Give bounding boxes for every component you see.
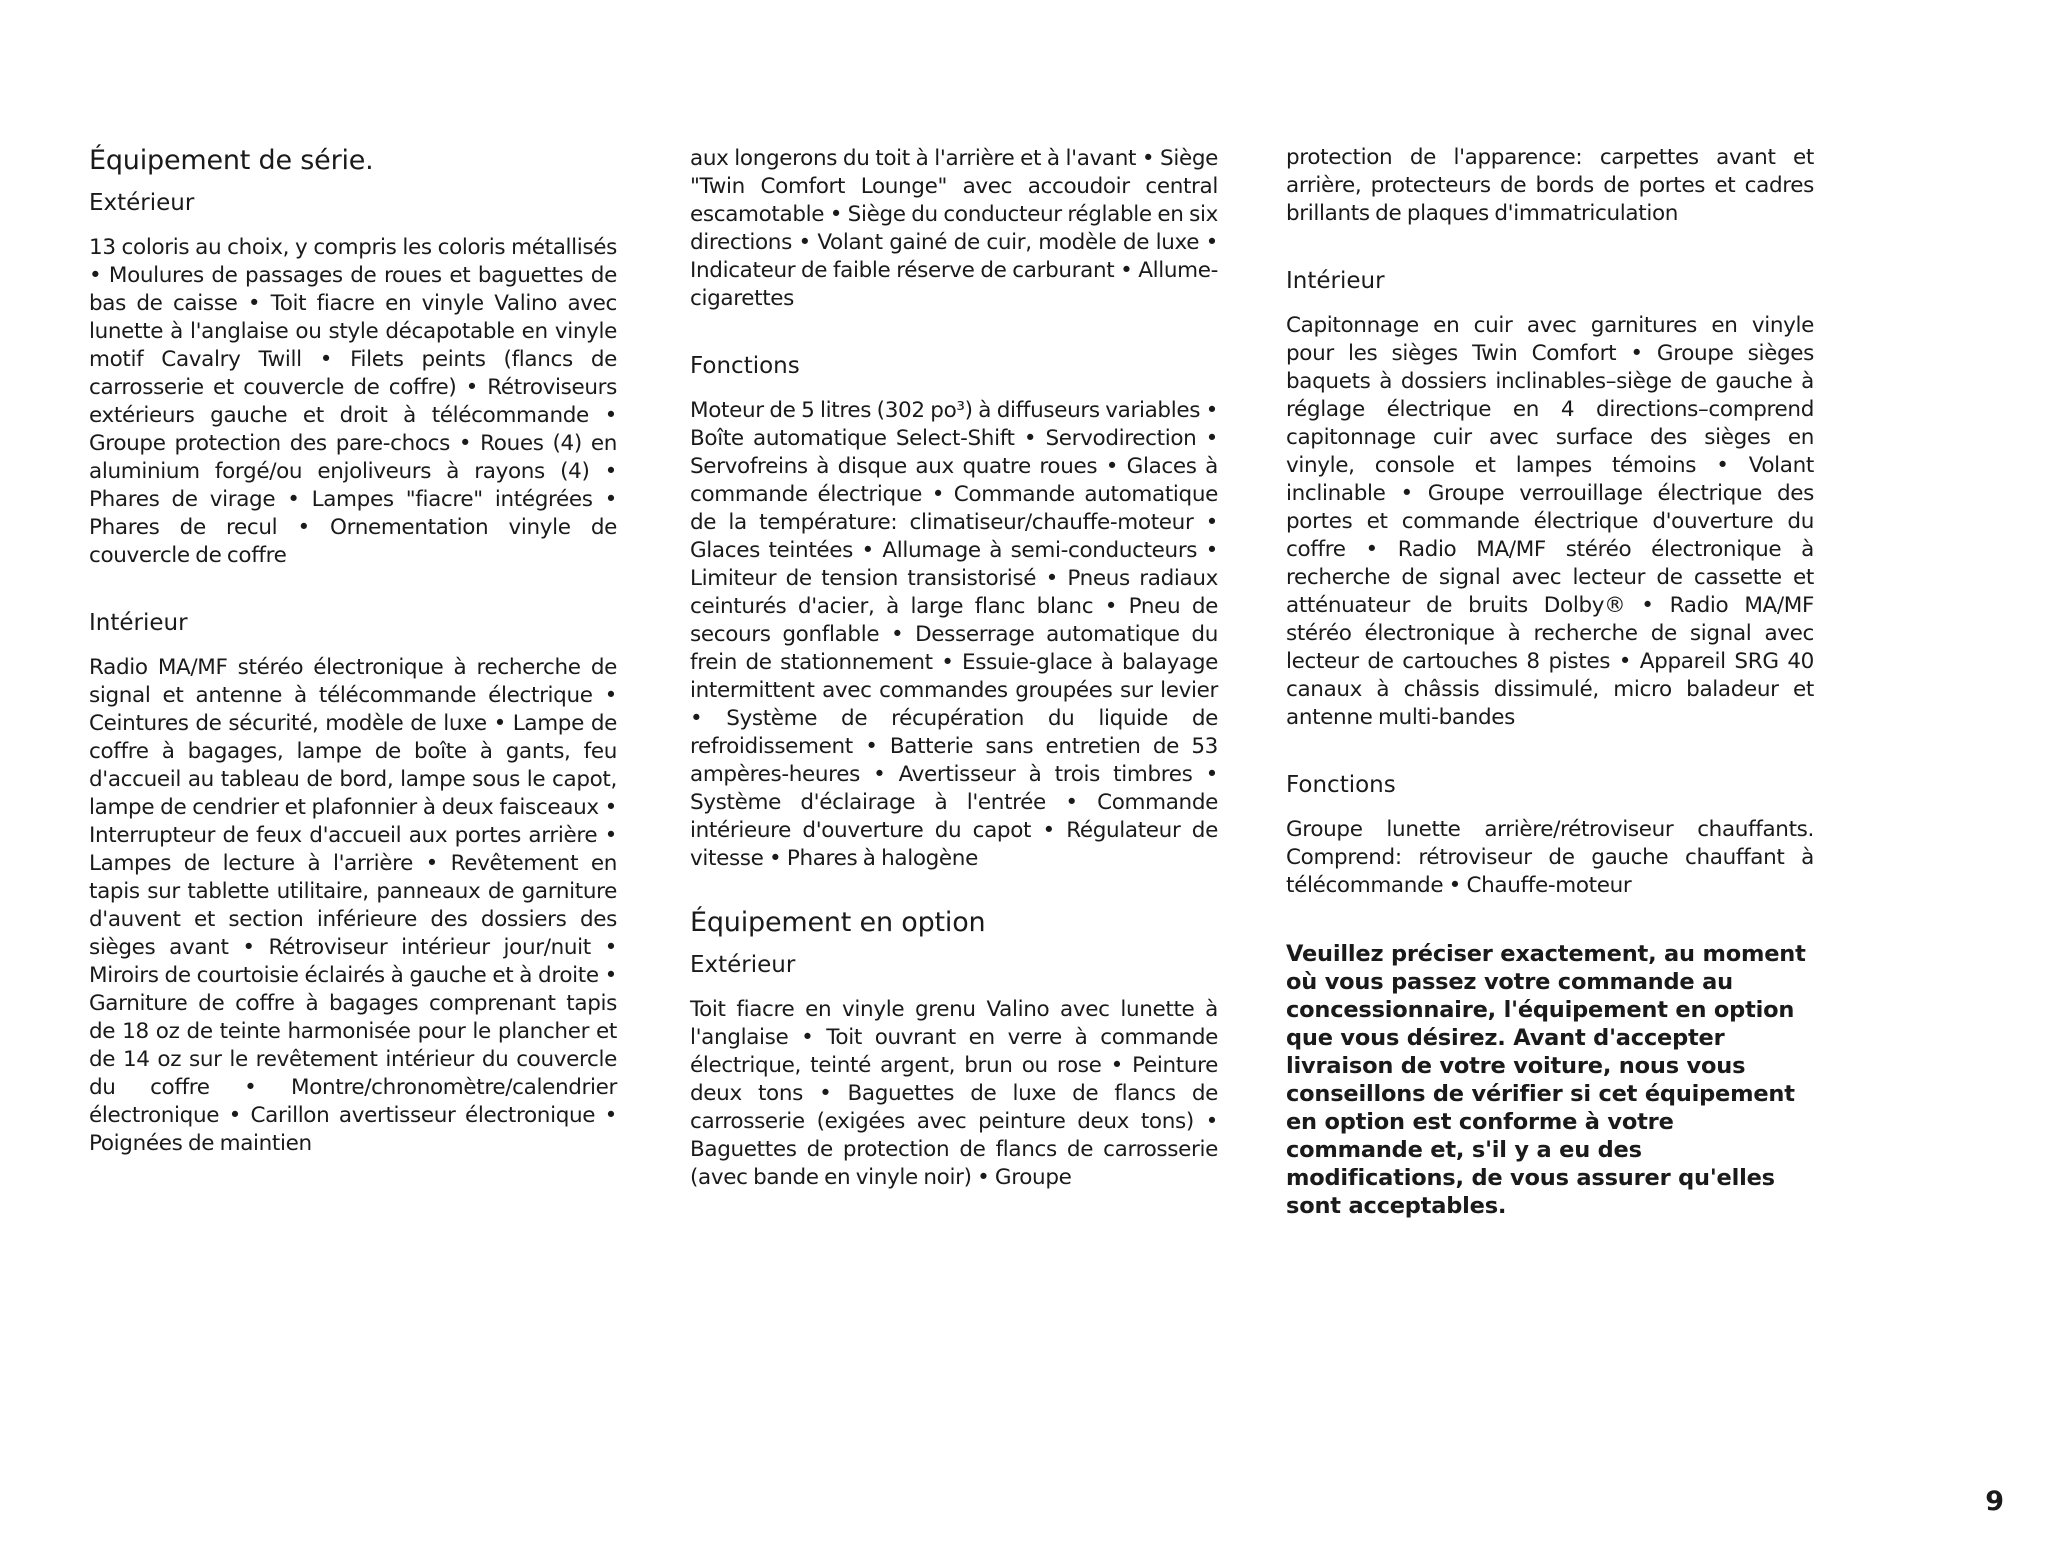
- column-middle: [690, 145, 1218, 1192]
- optional-equipment-title: Équipement en option: [690, 907, 986, 938]
- option-interior-text: Capitonnage en cuir avec garnitures en vinyle pour les sièges Twin Comfort • Groupe sièges baquets à dossiers inclinables–siège de gauche à réglage électrique en 4 directions–comprend capitonnage cuir avec surface des sièges en vinyle, console et lampes témoins • Volant inclinable • Groupe verrouillage électrique des portes et commande électrique d'ouverture du coffre • Radio MA/MF stéréo électronique à recherche de signal avec lecteur de cassette et atténuateur de bruits Dolby® • Radio MA/MF stéréo électronique à recherche de signal avec lecteur de cartouches 8 pistes • Appareil SRG 40 canaux à châssis dissimulé, micro baladeur et antenne multi-bandes: [1286, 313, 1814, 730]
- option-exterior-text: Toit fiacre en vinyle grenu Valino avec lunette à l'anglaise • Toit ouvrant en verre à commande électrique, teinté argent, brun ou rose • Peinture deux tons • Baguettes de luxe de flancs de carrosserie (exigées avec peinture deux tons) • Baguettes de protection de flancs de carrosserie (avec bande en vinyle noir) • Groupe: [690, 997, 1218, 1190]
- functions-heading: Fonctions: [690, 353, 800, 379]
- option-exterior-continuation-text: protection de l'apparence: carpettes avant et arrière, protecteurs de bords de portes et cadres brillants de plaques d'immatriculation: [1286, 145, 1814, 226]
- order-notice: Veuillez préciser exactement, au moment où vous passez votre commande au concessionnaire, l'équipement en option que vous désirez. Avant d'accepter livraison de votre voiture, nous vous conseillons de vérifier si cet équipement en option est conforme à votre commande et, s'il y a eu des modifications, de vous assurer qu'elles sont acceptables.: [1286, 941, 1806, 1219]
- functions-text: Moteur de 5 litres (302 po³) à diffuseurs variables • Boîte automatique Select-Shift • Servodirection • Servofreins à disque aux quatre roues • Glaces à commande électrique • Commande automatique de la température: climatiseur/chauffe-moteur • Glaces teintées • Allumage à semi-conducteurs • Limiteur de tension transistorisé • Pneus radiaux ceinturés d'acier, à large flanc blanc • Pneu de secours gonflable • Desserrage automatique du frein de stationnement • Essuie-glace à balayage intermittent avec commandes groupées sur levier • Système de récupération du liquide de refroidissement • Batterie sans entretien de 53 ampères-heures • Avertisseur à trois timbres • Système d'éclairage à l'entrée • Commande intérieure d'ouverture du capot • Régulateur de vitesse • Phares à halogène: [690, 398, 1218, 871]
- interior-heading: Intérieur: [89, 610, 188, 636]
- exterior-heading: Extérieur: [89, 190, 195, 216]
- option-functions-heading: Fonctions: [1286, 772, 1396, 798]
- option-interior-heading: Intérieur: [1286, 268, 1385, 294]
- exterior-text: 13 coloris au choix, y compris les coloris métallisés • Moulures de passages de roues et baguettes de bas de caisse • Toit fiacre en vinyle Valino avec lunette à l'anglaise ou style décapotable en vinyle motif Cavalry Twill • Filets peints (flancs de carrosserie et couvercle de coffre) • Rétroviseurs extérieurs gauche et droit à télécommande • Groupe protection des pare-chocs • Roues (4) en aluminium forgé/ou enjoliveurs à rayons (4) • Phares de virage • Lampes "fiacre" intégrées • Phares de recul • Ornementation vinyle de couvercle de coffre: [89, 235, 617, 568]
- column-right: [1286, 144, 1814, 1220]
- interior-text: Radio MA/MF stéréo électronique à recherche de signal et antenne à télécommande électrique • Ceintures de sécurité, modèle de luxe • Lampe de coffre à bagages, lampe de boîte à gants, feu d'accueil au tableau de bord, lampe sous le capot, lampe de cendrier et plafonnier à deux faisceaux • Interrupteur de feux d'accueil aux portes arrière • Lampes de lecture à l'arrière • Revêtement en tapis sur tablette utilitaire, panneaux de garniture d'auvent et section inférieure des dossiers des sièges avant • Rétroviseur intérieur jour/nuit • Miroirs de courtoisie éclairés à gauche et à droite • Garniture de coffre à bagages comprenant tapis de 18 oz de teinte harmonisée pour le plancher et de 14 oz sur le revêtement intérieur du couvercle du coffre • Montre/chronomètre/calendrier électronique • Carillon avertisseur électronique • Poignées de maintien: [89, 655, 617, 1156]
- column-left: [89, 145, 617, 1158]
- option-exterior-heading: Extérieur: [690, 952, 796, 978]
- page-number: 9: [1985, 1486, 2004, 1517]
- standard-equipment-title: Équipement de série.: [89, 145, 374, 176]
- option-functions-text: Groupe lunette arrière/rétroviseur chauffants. Comprend: rétroviseur de gauche chauffant à télécommande • Chauffe-moteur: [1286, 817, 1814, 898]
- interior-continuation-text: aux longerons du toit à l'arrière et à l'avant • Siège "Twin Comfort Lounge" avec accoudoir central escamotable • Siège du conducteur réglable en six directions • Volant gainé de cuir, modèle de luxe • Indicateur de faible réserve de carburant • Allume-cigarettes: [690, 146, 1218, 311]
